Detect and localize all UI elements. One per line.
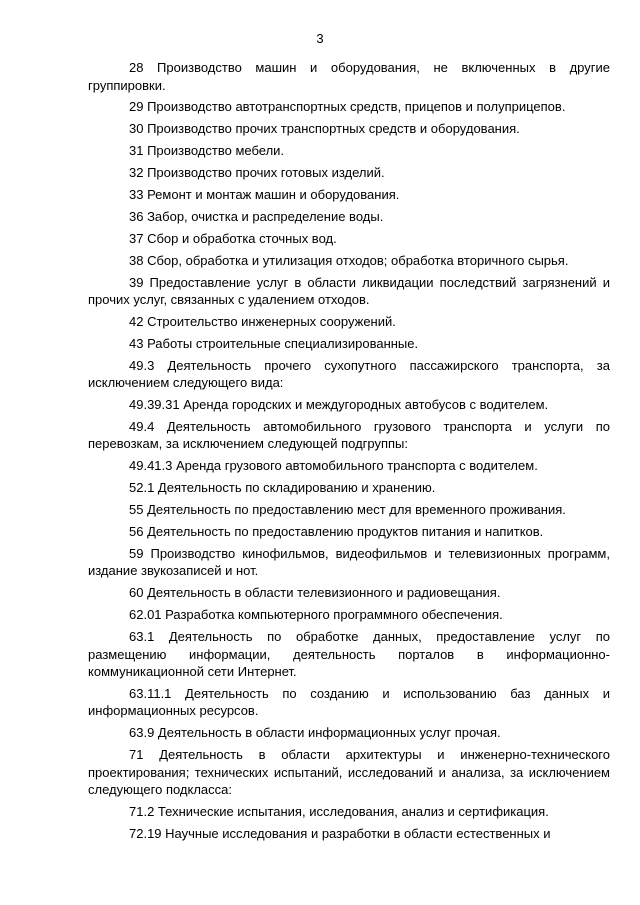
list-item: 49.39.31 Аренда городских и междугородных автобусов с водителем. — [129, 397, 549, 413]
list-item: 39 Предоставление услуг в области ликвидации последствий загрязнений и прочих услуг, связанных с удалением отходов. — [88, 274, 610, 308]
list-item: 42 Строительство инженерных сооружений. — [129, 313, 396, 329]
page-number: 3 — [316, 31, 324, 46]
list-item: 29 Производство автотранспортных средств, прицепов и полуприцепов. — [129, 99, 566, 115]
list-item: 28 Производство машин и оборудования, не включенных в другие группировки. — [88, 60, 610, 93]
list-item: 63.1 Деятельность по обработке данных, предоставление услуг по размещению информации, деятельность порталов в информационно-коммуникационной сети Интернет. — [88, 629, 610, 680]
list-item: 71.2 Технические испытания, исследования, анализ и сертификация. — [129, 804, 549, 820]
list-item: 31 Производство мебели. — [129, 143, 285, 159]
list-item: 62.01 Разработка компьютерного программного обеспечения. — [129, 607, 503, 623]
list-item: 49.41.3 Аренда грузового автомобильного транспорта с водителем. — [129, 458, 538, 474]
list-item: 59 Производство кинофильмов, видеофильмов и телевизионных программ, издание звукозаписей и нот. — [88, 545, 610, 579]
list-item: 60 Деятельность в области телевизионного и радиовещания. — [129, 585, 501, 601]
document-body — [88, 59, 610, 847]
list-item: 49.4 Деятельность автомобильного грузового транспорта и услуги по перевозкам, за исключением следующей подгруппы: — [88, 418, 610, 452]
list-item: 32 Производство прочих готовых изделий. — [129, 165, 385, 181]
list-item: 37 Сбор и обработка сточных вод. — [129, 230, 337, 246]
list-item: 38 Сбор, обработка и утилизация отходов; обработка вторичного сырья. — [129, 252, 569, 268]
list-item: 33 Ремонт и монтаж машин и оборудования. — [129, 186, 400, 202]
list-item: 52.1 Деятельность по складированию и хранению. — [129, 480, 436, 496]
list-item: 49.3 Деятельность прочего сухопутного пассажирского транспорта, за исключением следующего вида: — [88, 357, 610, 391]
list-item: 56 Деятельность по предоставлению продуктов питания и напитков. — [129, 524, 544, 540]
list-item: 36 Забор, очистка и распределение воды. — [129, 208, 384, 224]
list-item: 72.19 Научные исследования и разработки в области естественных и — [129, 826, 551, 842]
list-item: 30 Производство прочих транспортных средств и оборудования. — [129, 121, 520, 137]
list-item: 55 Деятельность по предоставлению мест для временного проживания. — [129, 502, 566, 518]
list-item: 71 Деятельность в области архитектуры и инженерно-технического проектирования; технических испытаний, исследований и анализа, за исключением следующего подкласса: — [88, 747, 610, 798]
list-item: 43 Работы строительные специализированные. — [129, 335, 419, 351]
list-item: 63.11.1 Деятельность по созданию и использованию баз данных и информационных ресурсов. — [88, 685, 610, 719]
list-item: 63.9 Деятельность в области информационных услуг прочая. — [129, 725, 501, 741]
